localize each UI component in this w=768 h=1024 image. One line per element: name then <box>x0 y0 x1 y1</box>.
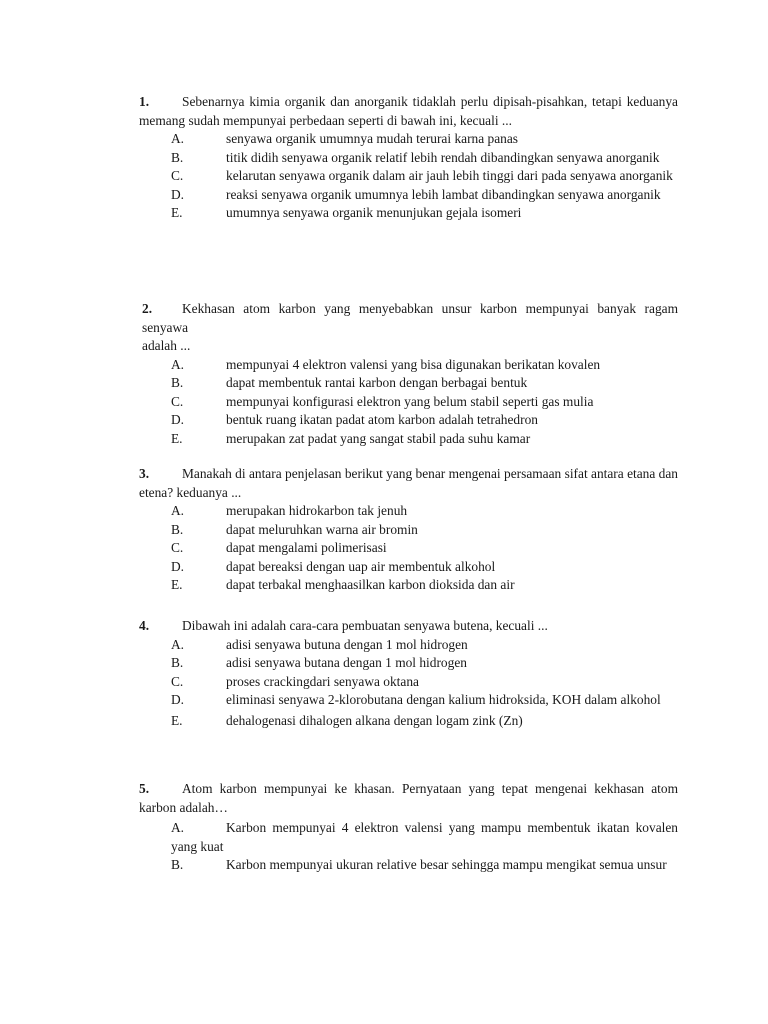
answer-option <box>171 130 678 149</box>
question-stem <box>139 780 678 817</box>
question-stem <box>139 465 678 502</box>
option-letter: D. <box>171 558 185 574</box>
answer-option <box>171 691 678 710</box>
option-letter: E. <box>171 577 183 592</box>
answer-option <box>171 430 678 449</box>
option-letter: D. <box>171 186 185 202</box>
question-number: 2. <box>142 301 153 316</box>
option-text: adisi senyawa butuna dengan 1 mol hidrogen <box>226 636 468 652</box>
option-text: reaksi senyawa organik umumnya lebih lambat dibandingkan senyawa anorganik <box>226 186 661 202</box>
option-letter: B. <box>171 375 184 390</box>
answer-option <box>171 502 678 521</box>
answer-option <box>171 204 678 223</box>
question-1 <box>139 93 678 223</box>
option-text: proses crackingdari senyawa oktana <box>226 673 419 689</box>
question-number: 5. <box>139 781 150 796</box>
answer-option <box>171 393 678 412</box>
question-stem <box>139 93 678 130</box>
option-text: dapat mengalami polimerisasi <box>226 540 387 555</box>
answer-option <box>171 712 678 731</box>
option-letter: B. <box>171 521 184 537</box>
option-text: kelarutan senyawa organik dalam air jauh lebih tinggi dari pada senyawa anorganik <box>226 168 673 183</box>
option-letter: D. <box>171 692 185 707</box>
option-letter: A. <box>171 636 185 652</box>
question-text: Dibawah ini adalah cara-cara pembuatan senyawa butena, kecuali ... <box>182 618 548 633</box>
option-letter: A. <box>171 503 185 518</box>
answer-option <box>171 186 678 205</box>
option-text: umumnya senyawa organik menunjukan gejala isomeri <box>226 205 522 220</box>
question-2 <box>142 300 678 448</box>
question-5 <box>139 780 678 875</box>
question-number: 1. <box>139 94 150 109</box>
answer-option <box>171 149 678 168</box>
answer-option <box>171 374 678 393</box>
option-text: Karbon mempunyai 4 elektron valensi yang mampu membentuk ikatan kovalen yang kuat <box>171 820 678 854</box>
option-text: senyawa organik umumnya mudah terurai karna panas <box>226 131 519 146</box>
option-text: mempunyai konfigurasi elektron yang belum stabil seperti gas mulia <box>226 393 594 409</box>
option-letter: B. <box>171 655 184 670</box>
answer-option <box>171 539 678 558</box>
option-text: adisi senyawa butana dengan 1 mol hidrogen <box>226 655 467 670</box>
option-text: dapat meluruhkan warna air bromin <box>226 521 418 537</box>
answer-option <box>171 654 678 673</box>
answer-option <box>171 521 678 540</box>
option-text: bentuk ruang ikatan padat atom karbon adalah tetrahedron <box>226 412 538 427</box>
option-text: merupakan hidrokarbon tak jenuh <box>226 503 408 518</box>
question-number: 3. <box>139 466 150 481</box>
option-letter: C. <box>171 673 184 689</box>
option-letter: E. <box>171 430 183 446</box>
option-letter: B. <box>171 857 184 872</box>
question-text: Sebenarnya kimia organik dan anorganik tidaklah perlu dipisah-pisahkan, tetapi keduanya memang sudah mempunyai perbedaan seperti di bawah ini, kecuali ... <box>139 94 678 128</box>
question-stem <box>139 617 678 636</box>
option-text: dehalogenasi dihalogen alkana dengan logam zink (Zn) <box>226 712 523 728</box>
option-letter: D. <box>171 412 185 427</box>
option-text: dapat bereaksi dengan uap air membentuk alkohol <box>226 558 496 574</box>
option-letter: C. <box>171 540 184 555</box>
answer-option <box>171 356 678 375</box>
answer-option <box>171 558 678 577</box>
option-letter: C. <box>171 168 184 183</box>
option-text: dapat membentuk rantai karbon dengan berbagai bentuk <box>226 375 528 390</box>
option-letter: C. <box>171 393 184 409</box>
question-text-end: adalah ... <box>142 338 191 353</box>
option-letter: A. <box>171 131 185 146</box>
option-letter: E. <box>171 712 183 728</box>
question-stem <box>142 300 678 356</box>
question-text: Kekhasan atom karbon yang menyebabkan unsur karbon mempunyai banyak ragam senyawa <box>142 301 678 335</box>
answer-option <box>171 673 678 692</box>
option-text: Karbon mempunyai ukuran relative besar sehingga mampu mengikat semua unsur <box>226 857 667 872</box>
option-letter: A. <box>171 820 185 835</box>
answer-option <box>171 819 678 856</box>
answer-option <box>171 856 678 875</box>
option-letter: B. <box>171 149 184 165</box>
option-text: merupakan zat padat yang sangat stabil pada suhu kamar <box>226 430 531 446</box>
option-letter: E. <box>171 205 183 220</box>
question-number: 4. <box>139 618 150 633</box>
option-text: dapat terbakal menghaasilkan karbon dioksida dan air <box>226 577 515 592</box>
question-text: Atom karbon mempunyai ke khasan. Pernyataan yang tepat mengenai kekhasan atom karbon adalah… <box>139 781 678 815</box>
option-text: eliminasi senyawa 2-klorobutana dengan kalium hidroksida, KOH dalam alkohol <box>226 692 661 707</box>
answer-option <box>171 411 678 430</box>
question-3 <box>139 465 678 595</box>
option-text: mempunyai 4 elektron valensi yang bisa digunakan berikatan kovalen <box>226 356 601 372</box>
answer-option <box>171 636 678 655</box>
answer-option <box>171 167 678 186</box>
answer-option <box>171 576 678 595</box>
option-text: titik didih senyawa organik relatif lebih rendah dibandingkan senyawa anorganik <box>226 149 660 165</box>
question-4 <box>139 617 678 730</box>
question-text: Manakah di antara penjelasan berikut yang benar mengenai persamaan sifat antara etana dan etena? keduanya ... <box>139 466 678 500</box>
option-letter: A. <box>171 356 185 372</box>
